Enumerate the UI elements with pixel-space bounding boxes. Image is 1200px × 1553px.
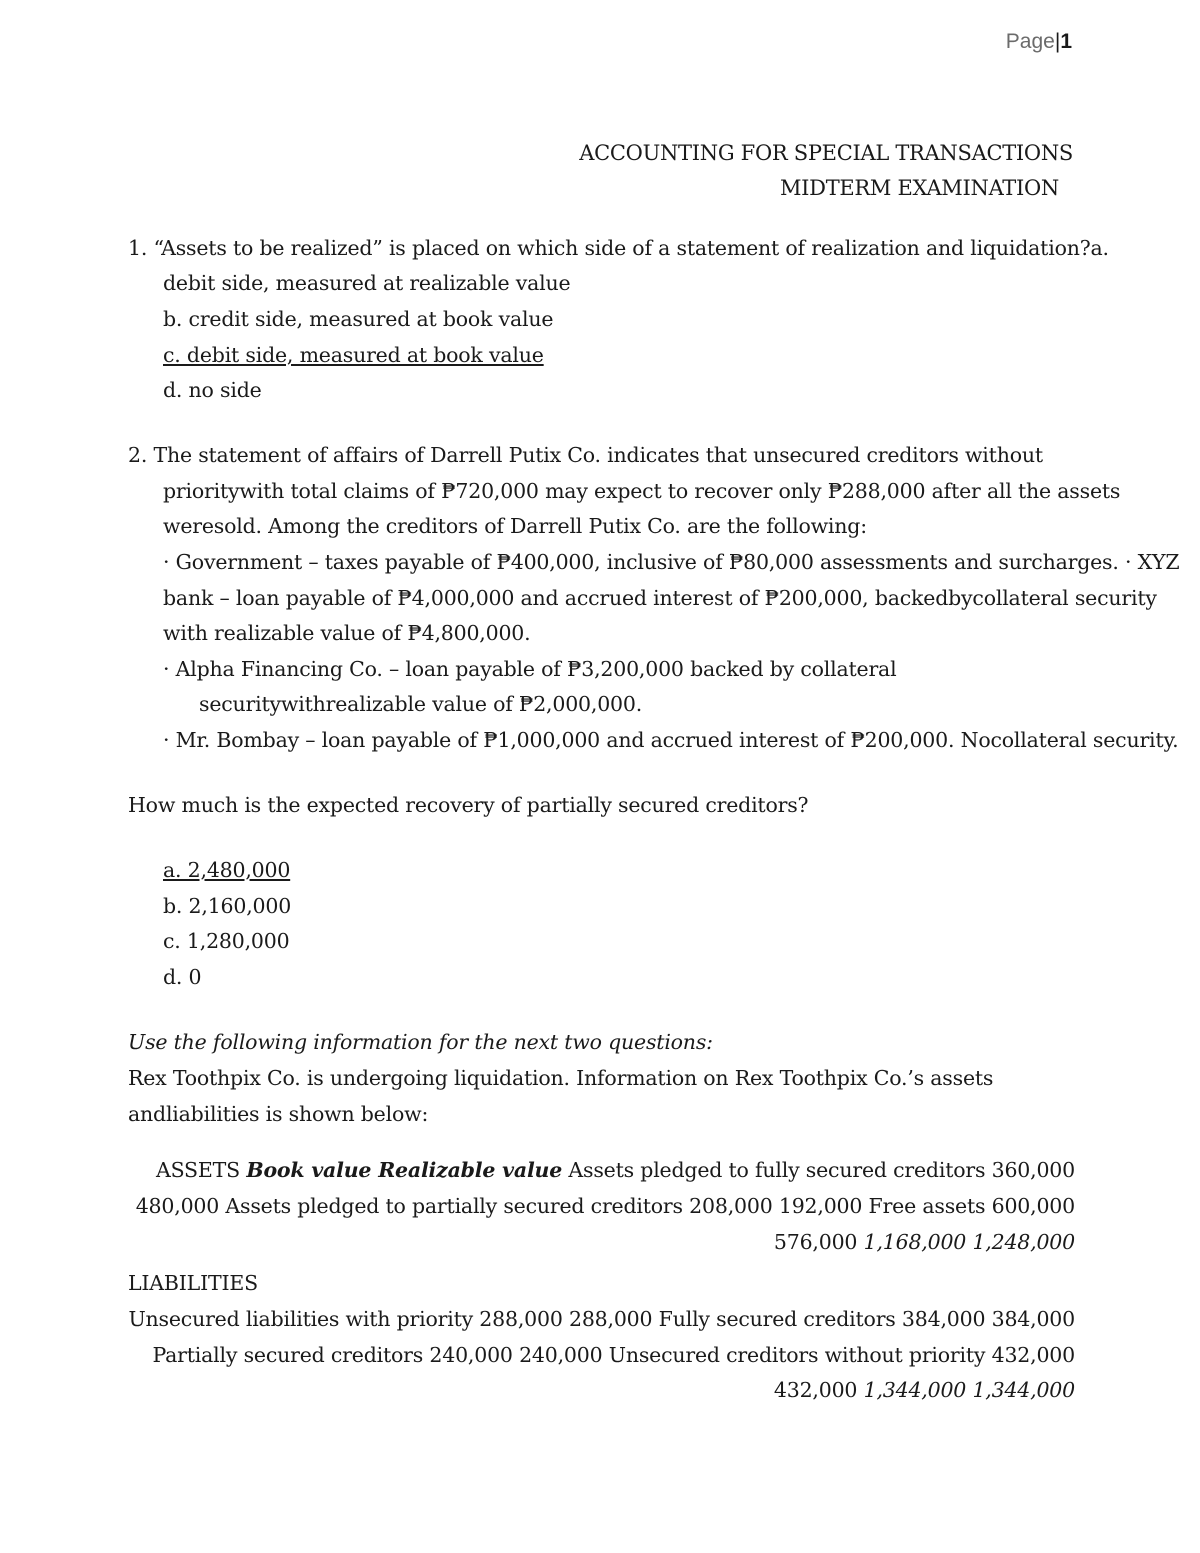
q1-option-c-answer: c. debit side, measured at book value: [163, 343, 544, 367]
liabilities-totals: 1,344,000 1,344,000: [863, 1378, 1075, 1402]
q2-line-1: 2. The statement of affairs of Darrell Putix Co. indicates that unsecured creditors without: [128, 443, 1043, 467]
liabilities-line-1: Unsecured liabilities with priority 288,000 288,000 Fully secured creditors 384,000 384,000: [128, 1307, 1075, 1331]
q2-line-4: · Government – taxes payable of ₱400,000, inclusive of ₱80,000 assessments and surcharges. · XYZ: [163, 550, 1180, 574]
assets-free-realizable: 576,000: [773, 1230, 864, 1254]
q2-line-3: weresold. Among the creditors of Darrell Putix Co. are the following:: [163, 514, 867, 538]
page-separator: |: [1054, 30, 1061, 53]
assets-line-2: 480,000 Assets pledged to partially secured creditors 208,000 192,000 Free assets 600,000: [135, 1194, 1075, 1218]
q2-line-7: · Alpha Financing Co. – loan payable of ₱3,200,000 backed by collateral: [163, 657, 897, 681]
q1-option-b: b. credit side, measured at book value: [163, 307, 554, 331]
assets-totals: 1,168,000 1,248,000: [863, 1230, 1075, 1254]
assets-label: ASSETS: [155, 1158, 247, 1182]
info-line-2: andliabilities is shown below:: [128, 1102, 429, 1126]
q2-line-6: with realizable value of ₱4,800,000.: [163, 621, 531, 645]
col-realizable-value: Realizable value: [378, 1158, 563, 1182]
exam-title: MIDTERM EXAMINATION: [779, 176, 1059, 200]
page-number-header: [1006, 30, 1072, 54]
col-book-value: Book value: [246, 1158, 379, 1182]
course-title: ACCOUNTING FOR SPECIAL TRANSACTIONS: [579, 141, 1073, 165]
q1-stem: 1. “Assets to be realized” is placed on which side of a statement of realization and liquidation?a.: [128, 236, 1109, 260]
assets-line-1: [156, 1158, 1075, 1182]
q2-option-b: b. 2,160,000: [163, 894, 292, 918]
page-number: 1: [1060, 30, 1072, 53]
q2-option-c: c. 1,280,000: [163, 929, 290, 953]
q1-option-d: d. no side: [163, 378, 262, 402]
q2-question: How much is the expected recovery of partially secured creditors?: [128, 793, 809, 817]
info-instruction: Use the following information for the next two questions:: [128, 1030, 713, 1054]
info-line-1: Rex Toothpix Co. is undergoing liquidation. Information on Rex Toothpix Co.’s assets: [128, 1066, 994, 1090]
q2-line-5: bank – loan payable of ₱4,000,000 and accrued interest of ₱200,000, backedbycollateral security: [163, 586, 1157, 610]
q2-option-d: d. 0: [163, 965, 202, 989]
q2-line-8: securitywithrealizable value of ₱2,000,000.: [199, 692, 643, 716]
q1-option-a: debit side, measured at realizable value: [163, 271, 571, 295]
page-label: Page: [1005, 30, 1055, 53]
q2-line-2: prioritywith total claims of ₱720,000 may expect to recover only ₱288,000 after all the assets: [163, 479, 1121, 503]
liabilities-line-2: Partially secured creditors 240,000 240,000 Unsecured creditors without priority 432,000: [152, 1343, 1075, 1367]
assets-line-3: [774, 1230, 1075, 1254]
liabilities-line-3: [774, 1378, 1075, 1402]
q2-option-a-answer: a. 2,480,000: [163, 858, 291, 882]
liabilities-label: LIABILITIES: [128, 1271, 258, 1295]
assets-line-1-rest: Assets pledged to fully secured creditors 360,000: [562, 1158, 1075, 1182]
q2-line-9: · Mr. Bombay – loan payable of ₱1,000,000 and accrued interest of ₱200,000. Nocollateral security.: [163, 728, 1179, 752]
liabilities-unsecured-realizable: 432,000: [773, 1378, 864, 1402]
